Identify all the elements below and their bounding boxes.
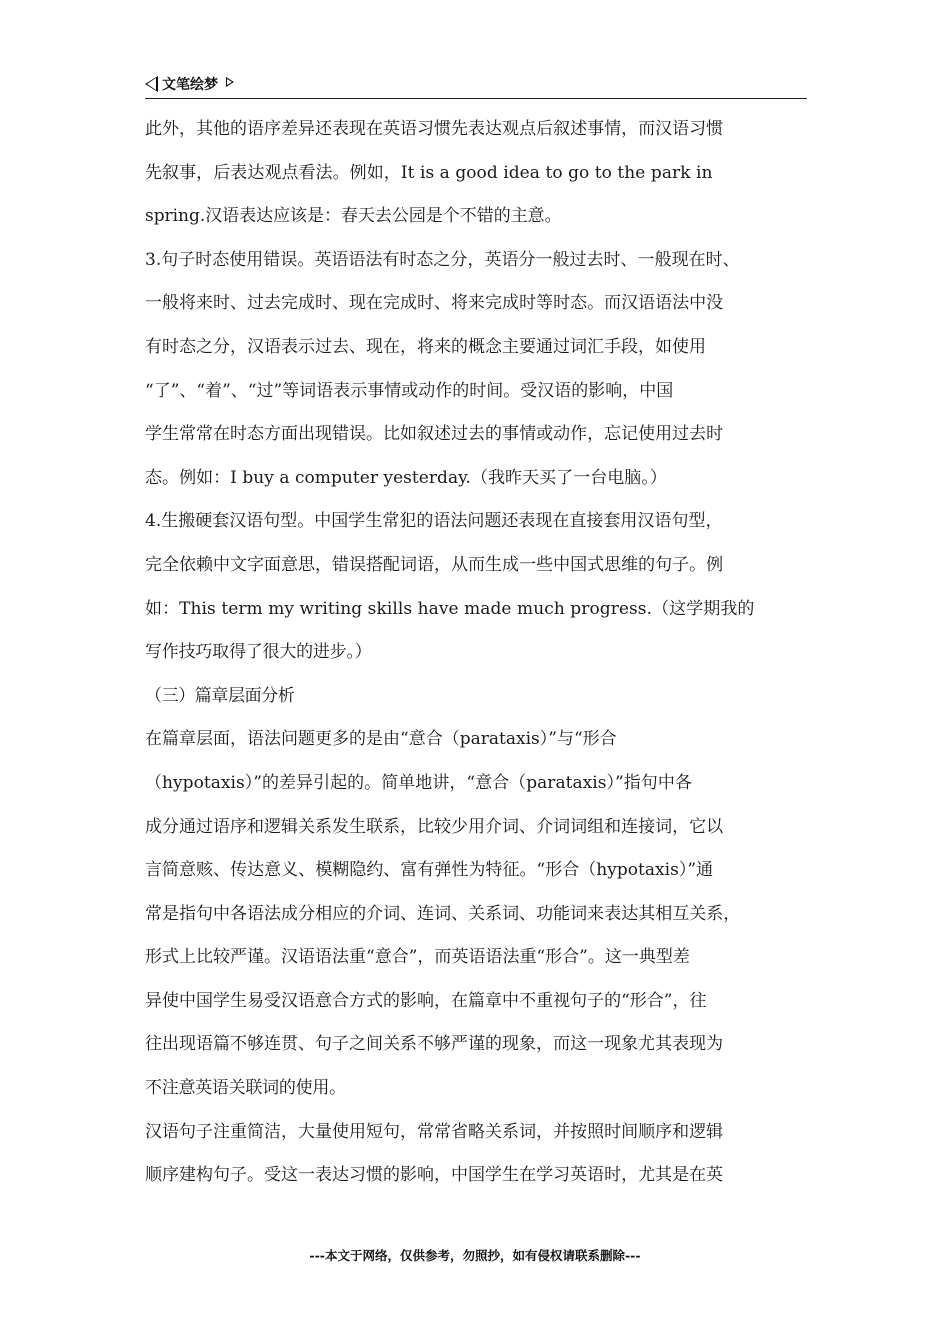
text-line: spring.汉语表达应该是：春天去公园是个不错的主意。 (145, 206, 562, 227)
text-line: 一般将来时、过去完成时、现在完成时、将来完成时等时态。而汉语语法中没 (145, 293, 724, 314)
text-line: 态。例如：I buy a computer yesterday.（我昨天买了一台电脑。） (145, 467, 667, 488)
text-line: 言简意赅、传达意义、模糊隐约、富有弹性为特征。“形合（hypotaxis）”通 (145, 860, 714, 881)
text-line: 在篇章层面，语法问题更多的是由“意合（parataxis）”与“形合 (145, 729, 617, 750)
text-line: 成分通过语序和逻辑关系发生联系，比较少用介词、介词词组和连接词，它以 (145, 816, 724, 837)
brand-logo (145, 74, 234, 94)
text-line: 完全依赖中文字面意思，错误搭配词语，从而生成一些中国式思维的句子。例 (145, 554, 724, 575)
text-line: 有时态之分，汉语表示过去、现在，将来的概念主要通过词汇手段，如使用 (145, 336, 706, 357)
page-header (145, 72, 807, 99)
page-footer-disclaimer: ---本文于网络，仅供参考，勿照抄，如有侵权请联系删除--- (309, 1248, 641, 1263)
left-triangle-icon (145, 76, 158, 92)
text-line: 异使中国学生易受汉语意合方式的影响，在篇章中不重视句子的“形合”，往 (145, 990, 707, 1011)
text-line: 3.句子时态使用错误。英语语法有时态之分，英语分一般过去时、一般现在时、 (145, 249, 740, 270)
text-line: 如：This term my writing skills have made much progress.（这学期我的 (145, 598, 755, 619)
text-line: 4.生搬硬套汉语句型。中国学生常犯的语法问题还表现在直接套用汉语句型， (145, 511, 723, 532)
text-line: “了”、“着”、“过”等词语表示事情或动作的时间。受汉语的影响，中国 (145, 380, 674, 401)
text-line: 形式上比较严谨。汉语语法重“意合”，而英语语法重“形合”。这一典型差 (145, 947, 690, 968)
text-line: 此外，其他的语序差异还表现在英语习惯先表达观点后叙述事情，而汉语习惯 (145, 119, 724, 139)
text-line: 先叙事，后表达观点看法。例如，It is a good idea to go to the park in (145, 162, 713, 183)
text-line: 写作技巧取得了很大的进步。） (145, 642, 372, 663)
section-heading: （三）篇章层面分析 (145, 685, 295, 706)
right-triangle-icon (226, 77, 234, 87)
text-line: （hypotaxis）”的差异引起的。简单地讲，“意合（parataxis）”指句中各 (145, 772, 692, 793)
brand-logo-text: 文笔绘梦 (162, 77, 218, 93)
text-line: 顺序建构句子。受这一表达习惯的影响，中国学生在学习英语时，尤其是在英 (145, 1165, 724, 1186)
text-line: 学生常常在时态方面出现错误。比如叙述过去的事情或动作，忘记使用过去时 (145, 424, 724, 445)
text-line: 汉语句子注重简洁，大量使用短句，常常省略关系词，并按照时间顺序和逻辑 (145, 1121, 724, 1142)
text-line: 不注意英语关联词的使用。 (145, 1078, 346, 1099)
text-line: 往出现语篇不够连贯、句子之间关系不够严谨的现象，而这一现象尤其表现为 (145, 1034, 724, 1055)
text-line: 常是指句中各语法成分相应的介词、连词、关系词、功能词来表达其相互关系， (145, 903, 741, 924)
body-text (145, 108, 815, 1198)
